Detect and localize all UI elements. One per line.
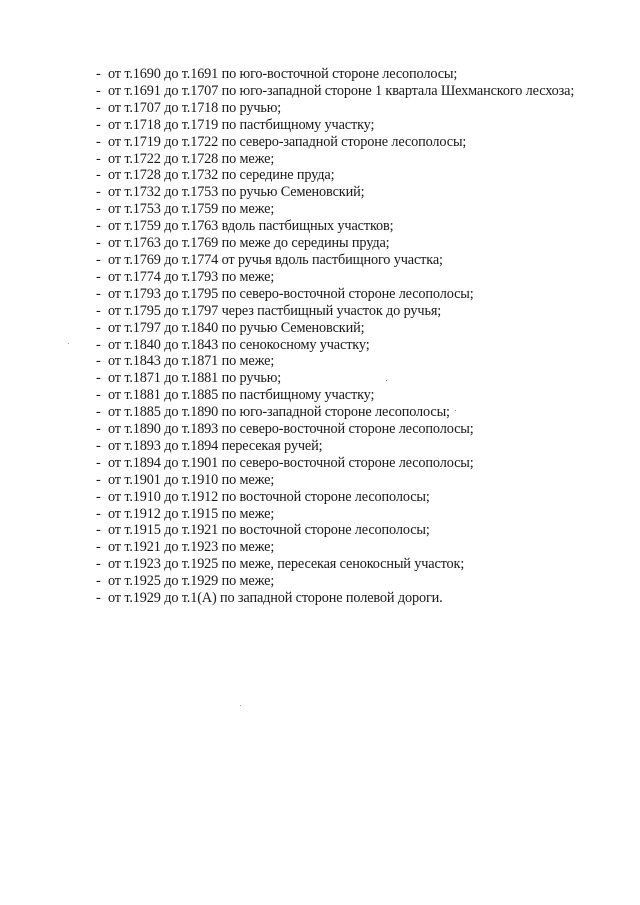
list-bullet: - xyxy=(96,201,101,218)
list-item-text: от т.1890 до т.1893 по северо-восточной стороне лесополосы; xyxy=(108,421,474,438)
list-bullet: - xyxy=(96,218,101,235)
list-item-text: от т.1925 до т.1929 по меже; xyxy=(108,573,275,590)
list-item-text: от т.1840 до т.1843 по сенокосному участку; xyxy=(108,336,370,353)
list-item-text: от т.1795 до т.1797 через пастбищный участок до ручья; xyxy=(108,302,442,319)
list-bullet: - xyxy=(96,539,101,556)
list-bullet: - xyxy=(96,404,101,421)
list-item xyxy=(96,218,596,235)
list-item xyxy=(96,489,596,506)
list-item xyxy=(96,184,596,201)
list-item-text: от т.1912 до т.1915 по меже; xyxy=(108,505,275,522)
boundary-description-list xyxy=(96,66,596,607)
list-item-text: от т.1719 до т.1722 по северо-западной стороне лесополосы; xyxy=(108,133,467,150)
list-item-text: от т.1871 до т.1881 по ручью; xyxy=(108,370,282,387)
list-item xyxy=(96,506,596,523)
list-item xyxy=(96,83,596,100)
list-item-text: от т.1915 до т.1921 по восточной стороне лесополосы; xyxy=(108,522,430,539)
list-item-text: от т.1793 до т.1795 по северо-восточной стороне лесополосы; xyxy=(108,285,474,302)
list-item xyxy=(96,167,596,184)
list-item-text: от т.1728 до т.1732 по середине пруда; xyxy=(108,167,335,184)
list-item xyxy=(96,404,596,421)
list-item-text: от т.1885 до т.1890 по юго-западной стороне лесополосы; xyxy=(108,404,450,421)
list-item-text: от т.1722 до т.1728 по меже; xyxy=(108,150,275,167)
list-item xyxy=(96,455,596,472)
list-item xyxy=(96,269,596,286)
list-bullet: - xyxy=(96,556,101,573)
list-bullet: - xyxy=(96,167,101,184)
list-item-text: от т.1707 до т.1718 по ручью; xyxy=(108,99,282,116)
list-bullet: - xyxy=(96,505,101,522)
list-item xyxy=(96,151,596,168)
list-item xyxy=(96,438,596,455)
list-item-text: от т.1769 до т.1774 от ручья вдоль пастбищного участка; xyxy=(108,251,443,268)
list-bullet: - xyxy=(96,387,101,404)
list-bullet: - xyxy=(96,421,101,438)
list-item-text: от т.1690 до т.1691 по юго-восточной стороне лесополосы; xyxy=(108,66,458,82)
list-bullet: - xyxy=(96,150,101,167)
list-item xyxy=(96,134,596,151)
list-bullet: - xyxy=(96,471,101,488)
list-item-text: от т.1923 до т.1925 по меже, пересекая сенокосный участок; xyxy=(108,556,465,573)
list-item xyxy=(96,573,596,590)
list-item xyxy=(96,235,596,252)
list-item xyxy=(96,100,596,117)
list-bullet: - xyxy=(96,488,101,505)
list-bullet: - xyxy=(96,319,101,336)
list-bullet: - xyxy=(96,590,101,607)
list-item-text: от т.1881 до т.1885 по пастбищному участку; xyxy=(108,387,375,404)
list-item xyxy=(96,337,596,354)
list-item-text: от т.1732 до т.1753 по ручью Семеновский; xyxy=(108,184,365,201)
list-item-text: от т.1797 до т.1840 по ручью Семеновский; xyxy=(108,319,365,336)
list-bullet: - xyxy=(96,302,101,319)
list-item xyxy=(96,387,596,404)
list-bullet: - xyxy=(96,82,101,99)
list-bullet: - xyxy=(96,353,101,370)
list-bullet: - xyxy=(96,66,101,82)
list-item-text: от т.1753 до т.1759 по меже; xyxy=(108,201,275,218)
list-bullet: - xyxy=(96,235,101,252)
list-item xyxy=(96,472,596,489)
list-item xyxy=(96,353,596,370)
list-item xyxy=(96,201,596,218)
list-item xyxy=(96,286,596,303)
list-bullet: - xyxy=(96,184,101,201)
list-item-text: от т.1759 до т.1763 вдоль пастбищных участков; xyxy=(108,218,394,235)
list-item xyxy=(96,252,596,269)
list-bullet: - xyxy=(96,268,101,285)
list-bullet: - xyxy=(96,336,101,353)
scan-speck xyxy=(386,380,387,381)
list-bullet: - xyxy=(96,370,101,387)
list-item xyxy=(96,421,596,438)
list-item xyxy=(96,320,596,337)
list-bullet: - xyxy=(96,133,101,150)
list-bullet: - xyxy=(96,251,101,268)
list-item xyxy=(96,522,596,539)
list-item-text: от т.1718 до т.1719 по пастбищному участку; xyxy=(108,116,375,133)
list-item-text: от т.1843 до т.1871 по меже; xyxy=(108,353,275,370)
list-item-text: от т.1929 до т.1(А) по западной стороне полевой дороги. xyxy=(108,590,443,607)
scan-speck xyxy=(68,343,69,344)
list-item-text: от т.1894 до т.1901 по северо-восточной стороне лесополосы; xyxy=(108,454,474,471)
list-item xyxy=(96,556,596,573)
list-item xyxy=(96,117,596,134)
list-bullet: - xyxy=(96,454,101,471)
list-item-text: от т.1893 до т.1894 пересекая ручей; xyxy=(108,437,323,454)
list-bullet: - xyxy=(96,573,101,590)
list-item-text: от т.1763 до т.1769 по меже до середины пруда; xyxy=(108,235,390,252)
list-item-text: от т.1921 до т.1923 по меже; xyxy=(108,539,275,556)
list-item xyxy=(96,590,596,607)
list-bullet: - xyxy=(96,285,101,302)
list-bullet: - xyxy=(96,522,101,539)
list-item-text: от т.1691 до т.1707 по юго-западной стороне 1 квартала Шехманского лесхоза; xyxy=(108,82,575,99)
list-bullet: - xyxy=(96,437,101,454)
list-item xyxy=(96,370,596,387)
list-item-text: от т.1774 до т.1793 по меже; xyxy=(108,268,275,285)
list-bullet: - xyxy=(96,99,101,116)
list-item xyxy=(96,539,596,556)
list-item xyxy=(96,66,596,83)
list-item-text: от т.1901 до т.1910 по меже; xyxy=(108,471,275,488)
scan-speck xyxy=(240,705,241,706)
list-bullet: - xyxy=(96,116,101,133)
list-item-text: от т.1910 до т.1912 по восточной стороне лесополосы; xyxy=(108,488,430,505)
list-item xyxy=(96,303,596,320)
scan-speck xyxy=(455,410,456,411)
